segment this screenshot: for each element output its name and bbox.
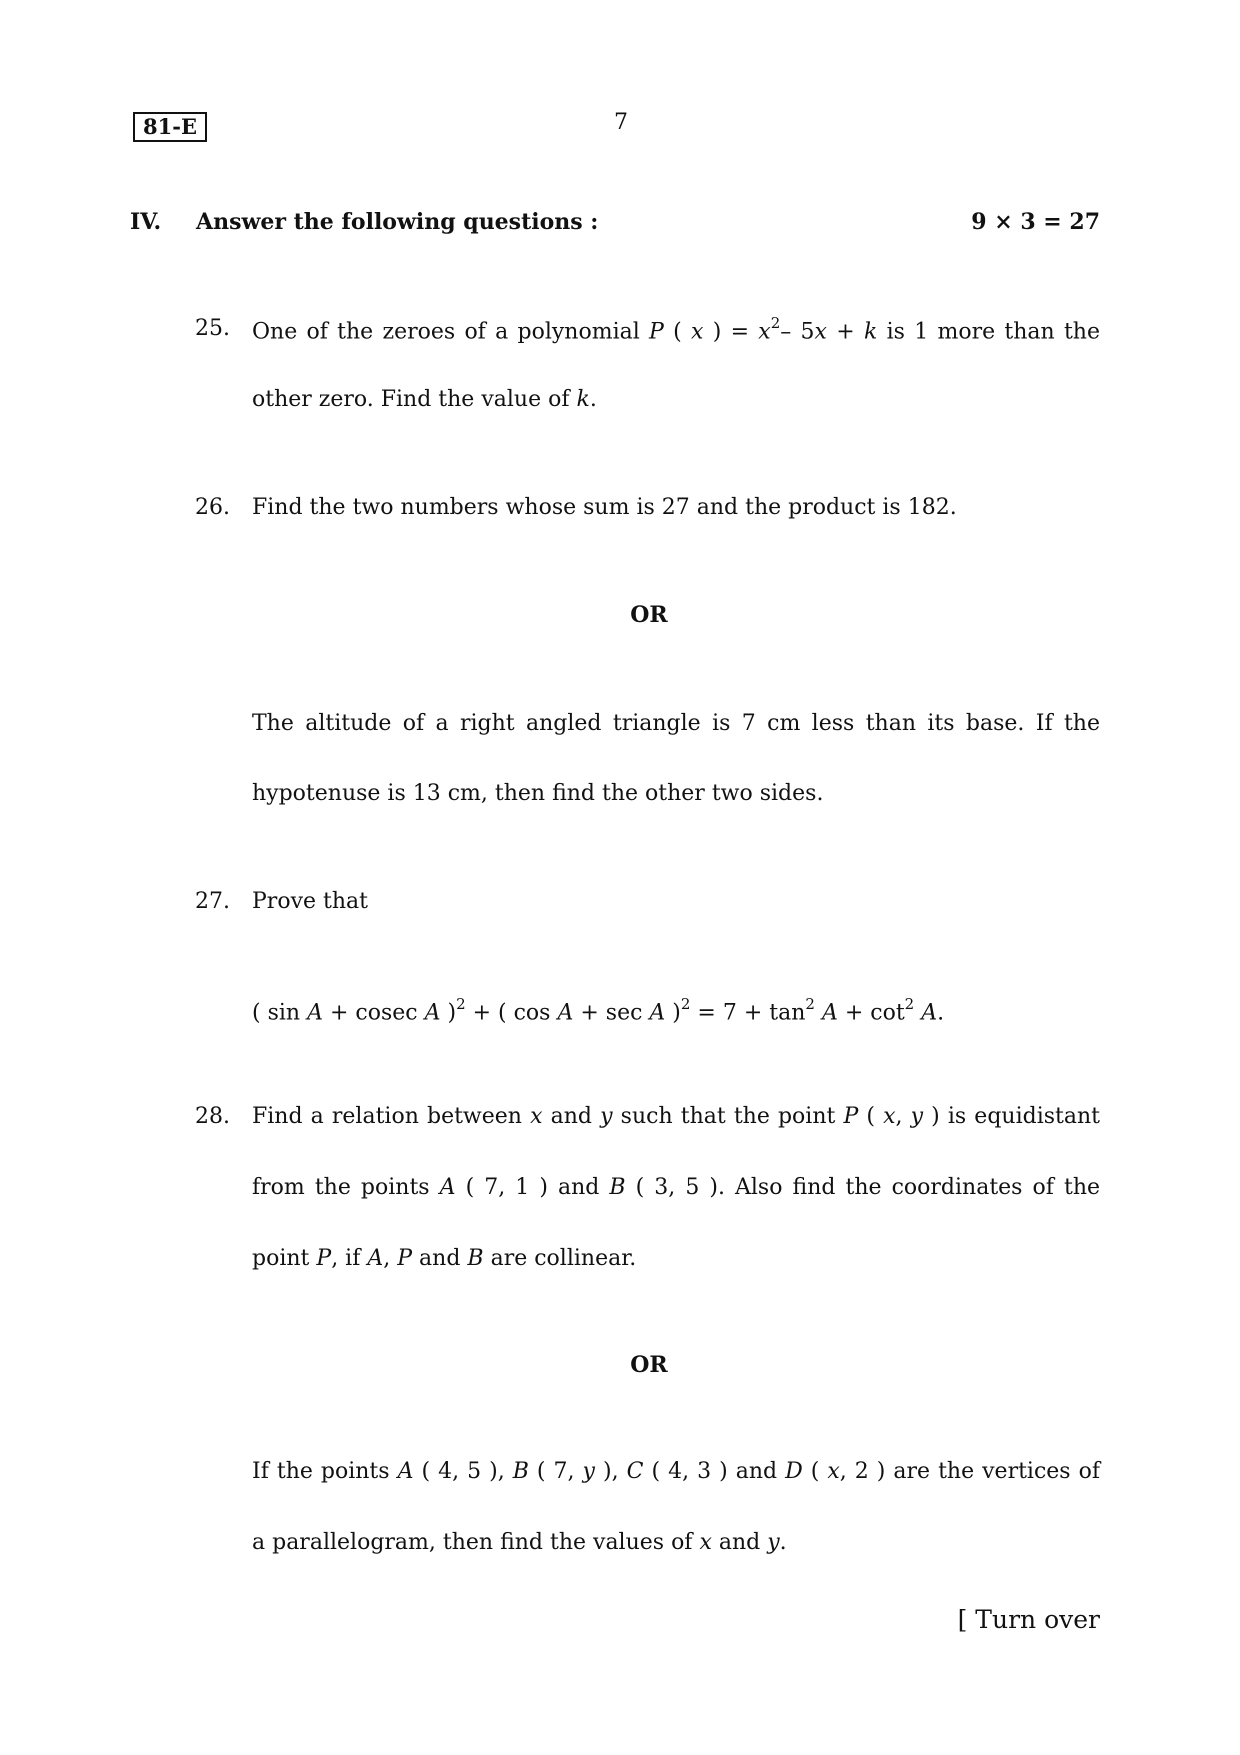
or-separator-28: OR bbox=[630, 1352, 668, 1378]
paper-code: 81-E bbox=[133, 112, 207, 142]
question-26-alt-line-1: The altitude of a right angled triangle is 7 cm less than its base. If the bbox=[252, 711, 1100, 736]
or-separator-26: OR bbox=[630, 602, 668, 628]
question-26-alt-line-2: hypotenuse is 13 cm, then find the other two sides. bbox=[252, 781, 824, 806]
question-25-line-1: One of the zeroes of a polynomial P ( x ) = $x^2-$ 5x + k is 1 more than the bbox=[252, 314, 1100, 345]
question-28-line-2: from the points A ( 7, 1 ) and B ( 3, 5 ). Also find the coordinates of the bbox=[252, 1175, 1101, 1200]
question-number-25: 25. bbox=[195, 316, 230, 341]
question-28-alt-line-2: a parallelogram, then find the values of x and y. bbox=[252, 1530, 787, 1555]
question-28-line-3: point P, if A, P and B are collinear. bbox=[252, 1246, 637, 1271]
section-number: IV. bbox=[130, 209, 162, 235]
question-number-27: 27. bbox=[195, 889, 230, 914]
section-title: Answer the following questions : bbox=[196, 209, 599, 235]
question-number-26: 26. bbox=[195, 495, 230, 520]
question-26-text: Find the two numbers whose sum is 27 and the product is 182. bbox=[252, 495, 957, 520]
question-number-28: 28. bbox=[195, 1104, 230, 1129]
question-28-alt-line-1: If the points A ( 4, 5 ), B ( 7, y ), C ( 4, 3 ) and D ( x, 2 ) are the vertices of bbox=[252, 1459, 1101, 1484]
question-27-text: Prove that bbox=[252, 889, 368, 914]
page-number: 7 bbox=[614, 110, 628, 135]
turn-over-note: [ Turn over bbox=[957, 1605, 1100, 1634]
section-marks: 9 × 3 = 27 bbox=[971, 209, 1100, 235]
question-25-line-2: other zero. Find the value of k. bbox=[252, 387, 597, 412]
question-27-equation: ( sin A + cosec A )$^2$ + ( cos A + sec A )$^2 = 7 + \tan^2 A + \cot^2 A$. bbox=[252, 995, 945, 1026]
question-28-line-1: Find a relation between x and y such that the point P ( x, y ) is equidistant bbox=[252, 1104, 1100, 1129]
